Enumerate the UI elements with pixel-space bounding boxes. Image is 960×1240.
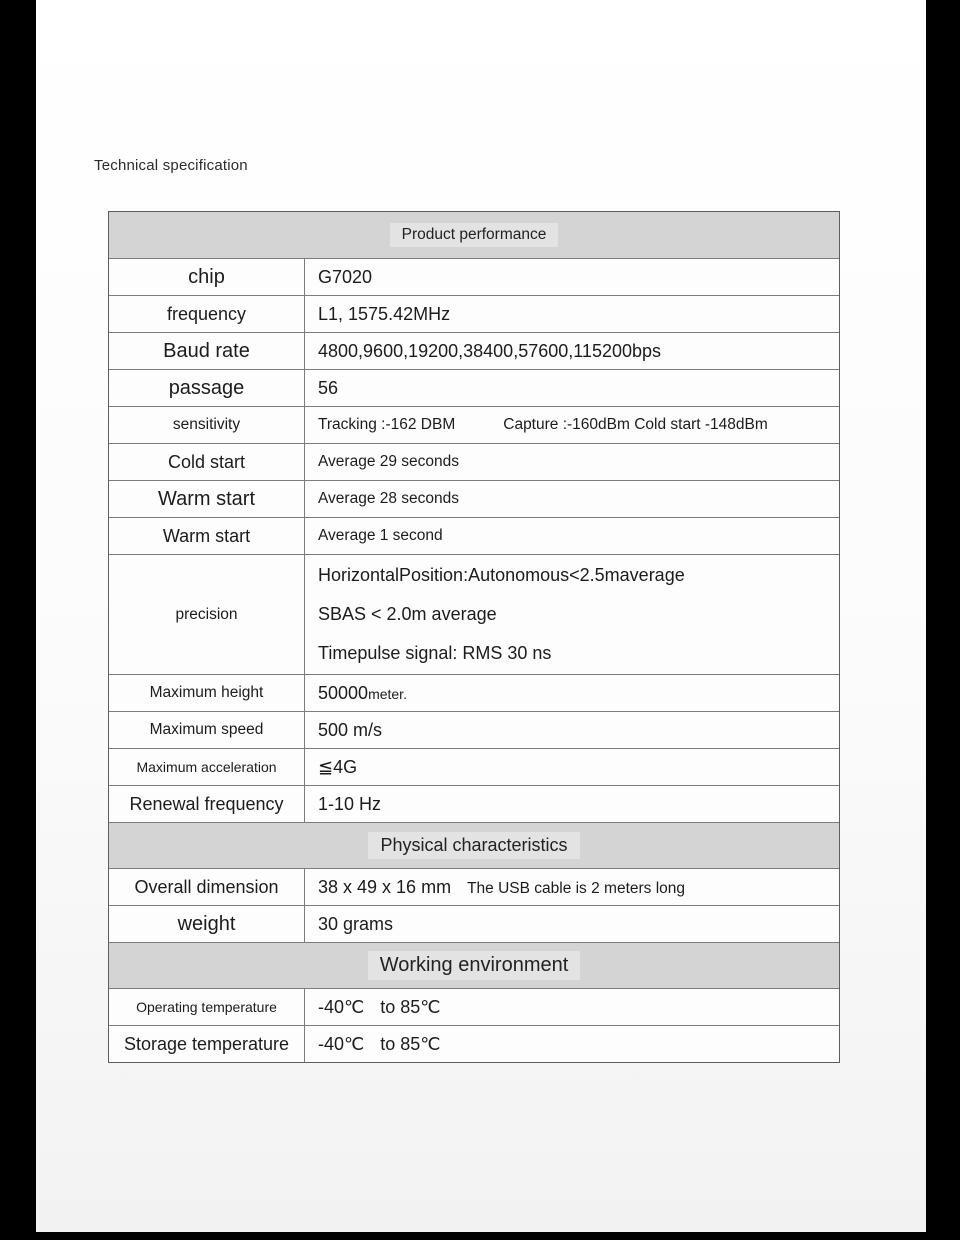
spec-value-segment: Average 28 seconds [318, 490, 460, 507]
spec-value [305, 370, 839, 406]
spec-value-segment: The USB cable is 2 meters long [467, 879, 686, 897]
spec-row [109, 674, 839, 711]
spec-value-segment: Timepulse signal: RMS 30 ns [318, 643, 552, 663]
spec-value-segment: L1, 1575.42MHz [318, 303, 451, 324]
letterbox-right [926, 0, 960, 1240]
spec-value-segment: Capture :-160dBm Cold start -148dBm [503, 416, 768, 433]
spec-label: weight [109, 906, 305, 942]
spec-value-line [318, 266, 831, 289]
spec-value-segment: Average 1 second [318, 527, 443, 544]
spec-value [305, 1026, 839, 1062]
spec-value-segment: -40℃ [318, 1033, 365, 1054]
spec-value [305, 444, 839, 480]
spec-value [305, 481, 839, 517]
spec-value-segment: Average 29 seconds [318, 453, 460, 470]
spec-value-segment: G7020 [318, 266, 373, 287]
spec-label: chip [109, 259, 305, 295]
spec-label: Baud rate [109, 333, 305, 369]
spec-value-segment: meter. [368, 685, 407, 702]
spec-value-line [318, 303, 831, 326]
spec-value-segment: SBAS < 2.0m average [318, 604, 497, 624]
spec-value-segment: 56 [318, 377, 339, 398]
spec-row [109, 868, 839, 905]
spec-value-line [318, 1033, 831, 1056]
section-header [109, 822, 839, 868]
spec-value-line [318, 415, 831, 435]
spec-row [109, 517, 839, 554]
spec-label: Storage temperature [109, 1026, 305, 1062]
spec-row [109, 443, 839, 480]
spec-value-segment: 30 grams [318, 913, 394, 934]
spec-row [109, 785, 839, 822]
spec-value-line [318, 876, 831, 899]
spec-label: frequency [109, 296, 305, 332]
spec-label: Warm start [109, 518, 305, 554]
spec-value [305, 407, 839, 443]
spec-value-line [318, 913, 831, 936]
spec-value-segment: 38 x 49 x 16 mm [318, 876, 452, 897]
document-page [36, 0, 926, 1240]
spec-value-line [318, 756, 831, 779]
spec-value [305, 518, 839, 554]
spec-label: Operating temperature [109, 989, 305, 1025]
letterbox-left [0, 0, 36, 1240]
spec-value [305, 675, 839, 711]
spec-label: Warm start [109, 481, 305, 517]
section-header-label: Product performance [390, 223, 559, 247]
spec-row [109, 711, 839, 748]
spec-value-line [318, 603, 831, 626]
spec-value [305, 869, 839, 905]
spec-row [109, 988, 839, 1025]
spec-label: precision [109, 555, 305, 674]
spec-row [109, 406, 839, 443]
spec-row [109, 332, 839, 369]
spec-row [109, 480, 839, 517]
spec-value [305, 259, 839, 295]
letterbox-bottom [0, 1232, 960, 1240]
spec-value [305, 749, 839, 785]
spec-value-line [318, 682, 831, 705]
spec-value-segment: Tracking :-162 DBM [318, 416, 456, 433]
spec-label: Maximum height [109, 675, 305, 711]
page-title: Technical specification [94, 157, 248, 174]
spec-row [109, 748, 839, 785]
spec-value-line [318, 996, 831, 1019]
spec-row [109, 1025, 839, 1062]
spec-value-line [318, 719, 831, 742]
spec-value-line [318, 489, 831, 509]
spec-value-line [318, 793, 831, 816]
spec-value-segment: ≦4G [318, 756, 358, 777]
spec-value-segment: 500 m/s [318, 719, 383, 740]
spec-value-line [318, 526, 831, 546]
spec-value-segment: to 85℃ [380, 1033, 441, 1054]
section-header [109, 942, 839, 988]
spec-value-segment: 4800,9600,19200,38400,57600,115200bps [318, 340, 662, 361]
spec-label: passage [109, 370, 305, 406]
spec-value-segment: to 85℃ [380, 996, 441, 1017]
spec-label: Cold start [109, 444, 305, 480]
spec-value-line [318, 564, 831, 587]
spec-row [109, 369, 839, 406]
spec-value-line [318, 340, 831, 363]
spec-label: sensitivity [109, 407, 305, 443]
spec-value-line [318, 452, 831, 472]
spec-table [108, 211, 840, 1063]
section-header-label: Working environment [368, 951, 581, 980]
spec-value-line [318, 377, 831, 400]
spec-value [305, 296, 839, 332]
spec-value [305, 989, 839, 1025]
spec-row [109, 295, 839, 332]
spec-value-line [318, 642, 831, 665]
spec-label: Maximum acceleration [109, 749, 305, 785]
spec-value [305, 786, 839, 822]
spec-label: Overall dimension [109, 869, 305, 905]
spec-value [305, 333, 839, 369]
spec-value [305, 555, 839, 674]
section-header [109, 212, 839, 258]
section-header-label: Physical characteristics [368, 832, 579, 859]
spec-label: Maximum speed [109, 712, 305, 748]
spec-row [109, 905, 839, 942]
spec-value [305, 906, 839, 942]
spec-value-segment: HorizontalPosition:Autonomous<2.5maverage [318, 565, 685, 585]
spec-row [109, 554, 839, 674]
spec-value-segment: 50000 [318, 682, 369, 703]
spec-label: Renewal frequency [109, 786, 305, 822]
spec-row [109, 258, 839, 295]
spec-value [305, 712, 839, 748]
spec-value-segment: 1-10 Hz [318, 793, 382, 814]
spec-value-segment: -40℃ [318, 996, 365, 1017]
